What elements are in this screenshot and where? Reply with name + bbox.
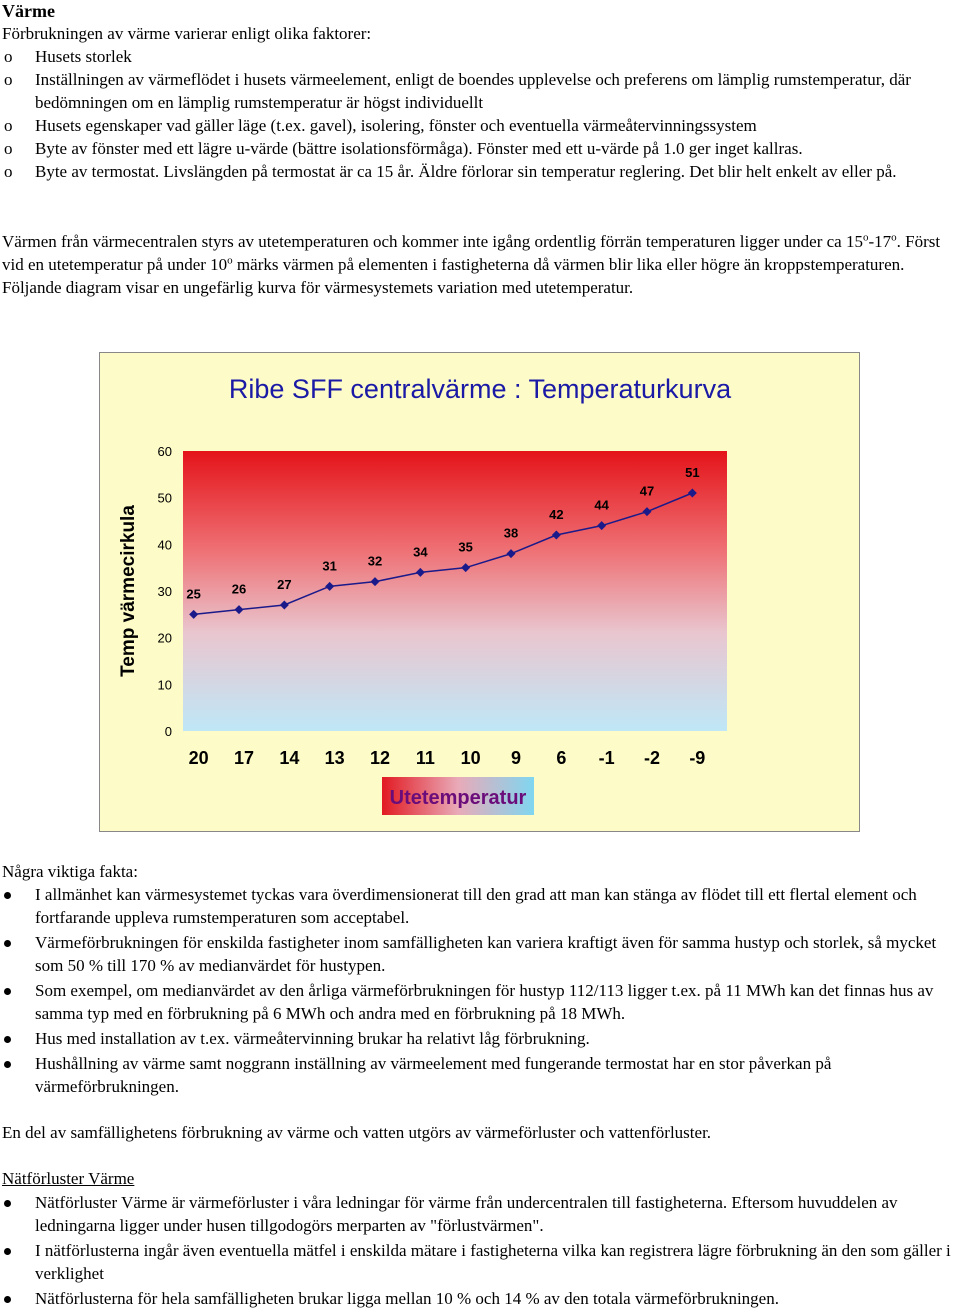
list-item: o Inställningen av värmeflödet i husets värmeelement, enligt de boendes upplevelse och preferens om lämplig rumstemperatur, där bedömningen om en lämplig rumstemperatur är högst individuellt xyxy=(4,70,911,112)
data-label: 42 xyxy=(549,507,564,522)
x-tick-label: -9 xyxy=(689,748,706,768)
list-item: o Byte av termostat. Livslängden på termostat är ca 15 år. Äldre förlorar sin temperatur reglering. Det blir helt enkelt av eller på. xyxy=(4,162,897,181)
list-item: Som exempel, om medianvärdet av den årliga värmeförbrukningen för hustyp 112/113 ligger t.ex. på 11 MWh kan det finnas hus av samma typ med en förbrukning på 6 MWh och andra med en förbrukning på 18 MWh. xyxy=(0,979,956,1025)
losses-intro: En del av samfällighetens förbrukning av värme och vatten utgörs av värmeförluster och vattenförluster. xyxy=(2,1123,712,1142)
page-title: Värme xyxy=(2,1,55,21)
data-label: 47 xyxy=(639,483,655,499)
list-item: o Byte av fönster med ett lägre u-värde (bättre isolationsförmåga). Fönster med ett u-värde på 1.0 ger inget kallras. xyxy=(4,139,803,158)
list-item: Hushållning av värme samt noggrann inställning av värmeelement med fungerande termostat har en stor påverkan på värmeförbrukningen. xyxy=(0,1052,956,1098)
y-tick-label: 0 xyxy=(164,724,172,739)
list-item: Värmeförbrukningen för enskilda fastigheter inom samfälligheten kan variera kraftigt även för samma hustyp och storlek, så mycket som 50 % till 170 % av medianvärdet för hustypen. xyxy=(0,931,956,977)
x-axis-ticks xyxy=(189,748,706,768)
list-item: I nätförlusterna ingår även eventuella mätfel i enskilda mätare i fastigheterna vilka kan registrera lägre förbrukning än den som gäller i verklighet xyxy=(0,1239,956,1285)
data-label: 26 xyxy=(231,581,247,597)
facts-heading: Några viktiga fakta: xyxy=(2,862,138,881)
x-tick-label: 20 xyxy=(188,748,209,768)
circle-bullet-icon: o xyxy=(4,116,13,135)
y-tick-label: 60 xyxy=(157,444,172,459)
list-item: Nätförluster Värme är värmeförluster i våra ledningar för värme från undercentralen till fastigheterna. Eftersom huvuddelen av ledningarna ligger under husen tillgodogörs merparten av "förlustvärmen". xyxy=(0,1191,956,1237)
data-label: 44 xyxy=(594,497,609,513)
y-tick-label: 10 xyxy=(157,677,172,693)
data-label: 27 xyxy=(277,577,292,592)
list-item: I allmänhet kan värmesystemet tyckas vara överdimensionerat till den grad att man kan stänga av flödet till ett flertal element och fortfarande uppleva rumstemperaturen som acceptabel. xyxy=(0,883,956,929)
circle-bullet-icon: o xyxy=(4,70,13,89)
intro-text: Förbrukningen av värme varierar enligt olika faktorer: xyxy=(2,24,372,43)
data-label: 51 xyxy=(685,465,700,480)
losses-heading: Nätförluster Värme xyxy=(2,1169,135,1188)
x-axis-label: Utetemperatur xyxy=(389,787,527,809)
x-tick-label: 13 xyxy=(324,748,345,768)
y-tick-label: 40 xyxy=(157,537,172,553)
list-item: o Husets egenskaper vad gäller läge (t.ex. gavel), isolering, fönster och eventuella värmeåtervinningssystem xyxy=(4,116,757,135)
y-tick-label: 30 xyxy=(157,584,172,599)
data-label: 35 xyxy=(458,539,473,555)
x-tick-label: 9 xyxy=(510,748,522,768)
data-label: 34 xyxy=(413,544,428,560)
y-axis-ticks xyxy=(158,444,172,739)
bullet-icon xyxy=(4,988,11,995)
intro-paragraph: Värmen från värmecentralen styrs av utetemperaturen och kommer inte igång ordentlig förrän temperaturen ligger under ca 15$^o$-17$^o$. Först vid en utetemperatur på under 10$^o$ märks värmen på elementen i fastigheterna då värmen blir lika eller högre än kroppstemperaturen. Följande diagram visar en ungefärlig kurva för värmesystemets variation med utetemperatur. xyxy=(2,231,941,297)
circle-bullet-icon: o xyxy=(4,139,13,158)
bullet-icon xyxy=(4,1248,11,1255)
x-tick-label: 11 xyxy=(415,748,435,768)
data-label: 31 xyxy=(322,558,337,574)
list-item: o Husets storlek xyxy=(4,47,132,66)
circle-bullet-icon: o xyxy=(4,162,13,181)
chart-title: Ribe SFF centralvärme : Temperaturkurva xyxy=(228,374,732,404)
data-label: 32 xyxy=(367,553,383,569)
list-item: Nätförlusterna för hela samfälligheten brukar ligga mellan 10 % och 14 % av den totala värmeförbrukningen. xyxy=(0,1287,956,1310)
x-tick-label: 6 xyxy=(556,748,567,768)
bullet-icon xyxy=(4,940,11,947)
list-item: Hus med installation av t.ex. värmeåtervinning brukar ha relativt låg förbrukning. xyxy=(0,1027,956,1050)
y-tick-label: 50 xyxy=(157,490,172,506)
y-axis-label: Temp värmecirkula xyxy=(118,505,139,677)
x-tick-label: -1 xyxy=(598,748,615,768)
x-tick-label: 12 xyxy=(369,748,391,768)
bullet-icon xyxy=(4,1036,11,1043)
bullet-icon xyxy=(4,1296,11,1303)
circle-bullet-icon: o xyxy=(4,47,13,66)
temperature-chart xyxy=(99,352,860,832)
bullet-icon xyxy=(4,1061,11,1068)
x-tick-label: 17 xyxy=(233,748,255,768)
y-tick-label: 20 xyxy=(157,630,172,646)
x-tick-label: 14 xyxy=(279,748,300,768)
bullet-icon xyxy=(4,1200,11,1207)
losses-list xyxy=(0,1191,956,1310)
x-tick-label: -2 xyxy=(643,748,661,768)
x-tick-label: 10 xyxy=(460,748,481,768)
data-label: 25 xyxy=(186,586,201,602)
chart-svg xyxy=(100,353,861,833)
data-label: 38 xyxy=(503,525,519,541)
bullet-icon xyxy=(4,892,11,899)
factor-list xyxy=(0,45,956,183)
facts-list xyxy=(0,883,956,1098)
